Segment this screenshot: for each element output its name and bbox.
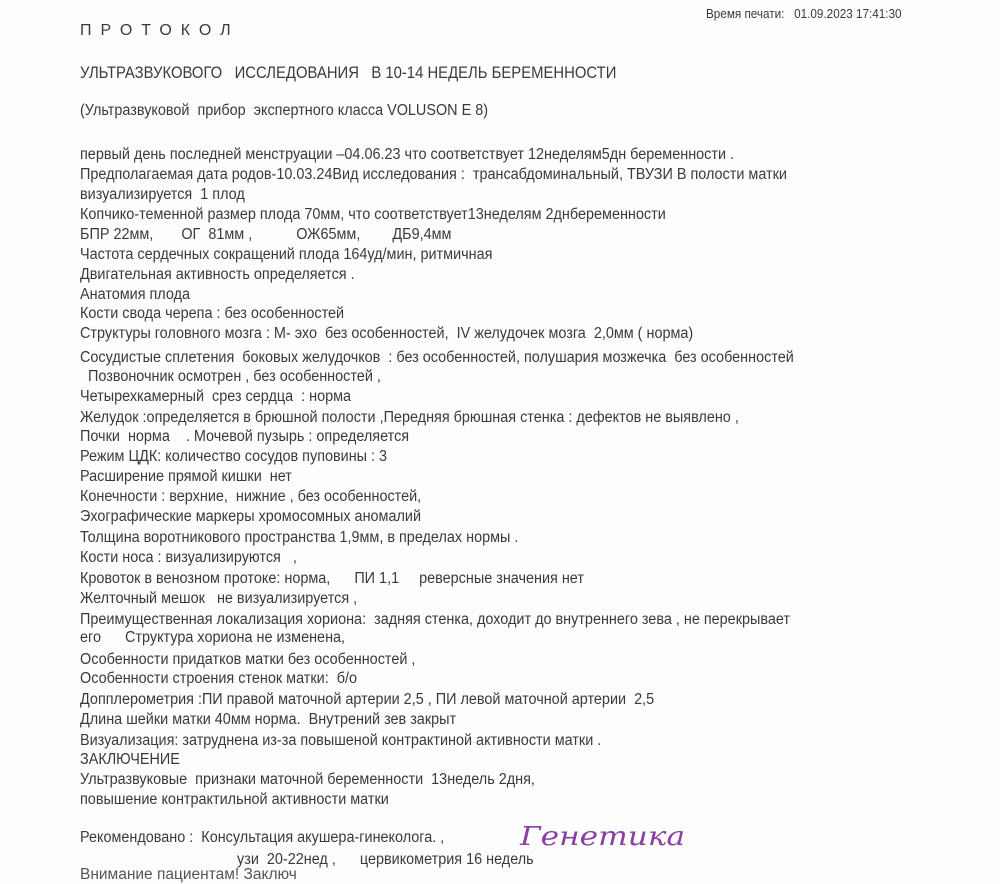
protocol-line: Ультразвуковые признаки маточной беременности 13недель 2дня,: [80, 771, 535, 788]
protocol-line: Копчико-теменной размер плода 70мм, что соответствует13неделям 2днбеременности: [80, 206, 666, 223]
protocol-line: Визуализация: затруднена из-за повышеной контрактиной активности матки .: [80, 732, 602, 749]
protocol-line: Желточный мешок не визуализируется ,: [80, 590, 358, 607]
protocol-line: Почки норма . Мочевой пузырь : определяется: [80, 428, 410, 445]
protocol-line: Допплерометрия :ПИ правой маточной артерии 2,5 , ПИ левой маточной артерии 2,5: [80, 691, 655, 708]
protocol-line: Преимущественная локализация хориона: задняя стенка, доходит до внутреннего зева , не перекрывает: [80, 611, 791, 628]
device-info: (Ультразвуковой прибор экспертного класса VOLUSON E 8): [80, 102, 489, 119]
print-time-value: 01.09.2023 17:41:30: [794, 6, 902, 21]
protocol-line: Расширение прямой кишки нет: [80, 468, 292, 485]
recommendation-line2: узи 20-22нед , цервикометрия 16 недель: [237, 851, 534, 868]
protocol-line: БПР 22мм, ОГ 81мм , ОЖ65мм, ДБ9,4мм: [80, 226, 452, 243]
protocol-line: Структуры головного мозга : М- эхо без особенностей, IV желудочек мозга 2,0мм ( норма): [80, 325, 694, 342]
protocol-line: Толщина воротникового пространства 1,9мм, в пределах нормы .: [80, 529, 519, 546]
recommendation-label: Рекомендовано : Консультация акушера-гинеколога. ,: [80, 829, 445, 846]
protocol-line: Кровоток в венозном протоке: норма, ПИ 1,1 реверсные значения нет: [80, 570, 584, 587]
protocol-line: Эхографические маркеры хромосомных аномалий: [80, 508, 422, 525]
print-time-label: Время печати:: [706, 6, 785, 21]
protocol-line: Особенности строения стенок матки: б/о: [80, 670, 358, 687]
protocol-line: первый день последней менструации –04.06.23 что соответствует 12неделям5дн беременности .: [80, 146, 735, 163]
protocol-line: Длина шейки матки 40мм норма. Внутрений зев закрыт: [80, 711, 457, 728]
protocol-line: визуализируется 1 плод: [80, 186, 245, 203]
handwritten-note: Генетика: [520, 822, 686, 852]
protocol-line: Особенности придатков матки без особенностей ,: [80, 651, 416, 668]
protocol-line: повышение контрактильной активности матки: [80, 791, 389, 808]
protocol-line: его Структура хориона не изменена,: [80, 629, 346, 646]
protocol-line: Желудок :определяется в брюшной полости ,Передняя брюшная стенка : дефектов не выявлено ,: [80, 409, 739, 426]
protocol-line: Двигательная активность определяется .: [80, 266, 355, 283]
protocol-line: Режим ЦДК: количество сосудов пуповины : 3: [80, 448, 388, 465]
document-title: ПРОТОКОЛ: [80, 22, 240, 39]
protocol-line: Сосудистые сплетения боковых желудочков : без особенностей, полушария мозжечка без особенностей: [80, 349, 794, 366]
protocol-line: Кости носа : визуализируются ,: [80, 549, 297, 566]
protocol-line: Кости свода черепа : без особенностей: [80, 305, 345, 322]
print-time: [706, 6, 902, 21]
protocol-line: Анатомия плода: [80, 286, 191, 303]
protocol-line: Конечности : верхние, нижние , без особенностей,: [80, 488, 422, 505]
cut-off-line: Внимание пациентам! Заключ: [80, 866, 297, 883]
protocol-line: Четырехкамерный срез сердца : норма: [80, 388, 352, 405]
protocol-line: Позвоночник осмотрен , без особенностей ,: [80, 368, 381, 385]
protocol-line: Предполагаемая дата родов-10.03.24Вид исследования : трансабдоминальный, ТВУЗИ В полости матки: [80, 166, 787, 183]
protocol-line: ЗАКЛЮЧЕНИЕ: [80, 751, 180, 768]
protocol-line: Частота сердечных сокращений плода 164уд/мин, ритмичная: [80, 246, 493, 263]
document-subtitle: УЛЬТРАЗВУКОВОГО ИССЛЕДОВАНИЯ В 10-14 НЕДЕЛЬ БЕРЕМЕННОСТИ: [80, 64, 617, 82]
